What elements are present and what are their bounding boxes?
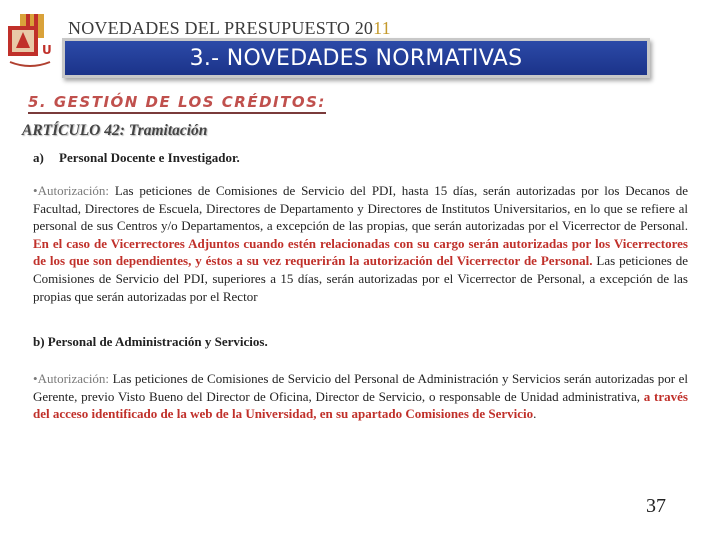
part-a-marker: a) <box>33 150 44 165</box>
part-a-highlight: En el caso de Vicerrectores Adjuntos cuando estén relacionadas con su cargo serán autorizadas por los Vicerrectores de los que son dependientes, y éstos a su vez requerirán la autorización del Vicerrector de Personal. <box>33 235 688 269</box>
part-a-paragraph <box>33 182 688 305</box>
part-a-text-1: Las peticiones de Comisiones de Servicio del PDI, hasta 15 días, serán autorizadas por los Decanos de Facultad, Directores de Escuela, Directores de Departamento y Directores de Institutos Universitarios, en lo que se refiere al personal de sus Centros y/o Departamentos, a excepción de las propias, que serán autorizadas por el Vicerrector de Personal. <box>33 183 688 234</box>
article-title: ARTÍCULO 42: Tramitación <box>22 122 208 139</box>
svg-text:U: U <box>42 43 52 57</box>
university-logo-icon <box>6 12 54 70</box>
part-b-highlight: a través del acceso identificado de la web de la Universidad, en su apartado Comisiones de Servicio <box>33 388 688 422</box>
header-title-main: NOVEDADES DEL PRESUPUESTO 20 <box>68 18 374 38</box>
part-b-paragraph <box>33 370 688 423</box>
part-b-label: Autorización: <box>37 371 110 386</box>
part-a-heading-text: Personal Docente e Investigador. <box>59 150 240 165</box>
banner-title: 3.- NOVEDADES NORMATIVAS <box>189 45 523 71</box>
presentation-header-title <box>68 18 391 39</box>
header-title-year: 11 <box>373 18 391 38</box>
part-b-bullet: • <box>33 371 38 386</box>
part-a-label: Autorización: <box>37 183 110 198</box>
part-a-heading <box>33 150 240 166</box>
part-b-text-2: . <box>533 406 537 422</box>
part-b-heading: b) Personal de Administración y Servicios. <box>33 334 268 349</box>
part-b-text-1: Las peticiones de Comisiones de Servicio del Personal de Administración y Servicios serán autorizadas por el Gerente, previo Visto Bueno del Director de Oficina, Director de Servicio, o responsable de Unidad administrativa, <box>33 371 688 404</box>
slide-banner <box>62 38 650 78</box>
part-a-text-2: Las peticiones de Comisiones de Servicio del PDI, superiores a 15 días, serán autorizadas por el Vicerrector de Personal, a excepción de las propias que serán autorizadas por el Rector <box>33 253 689 304</box>
part-a-bullet: • <box>33 183 38 198</box>
page-number: 37 <box>646 495 666 517</box>
section-title: 5. GESTIÓN DE LOS CRÉDITOS: <box>28 92 326 114</box>
